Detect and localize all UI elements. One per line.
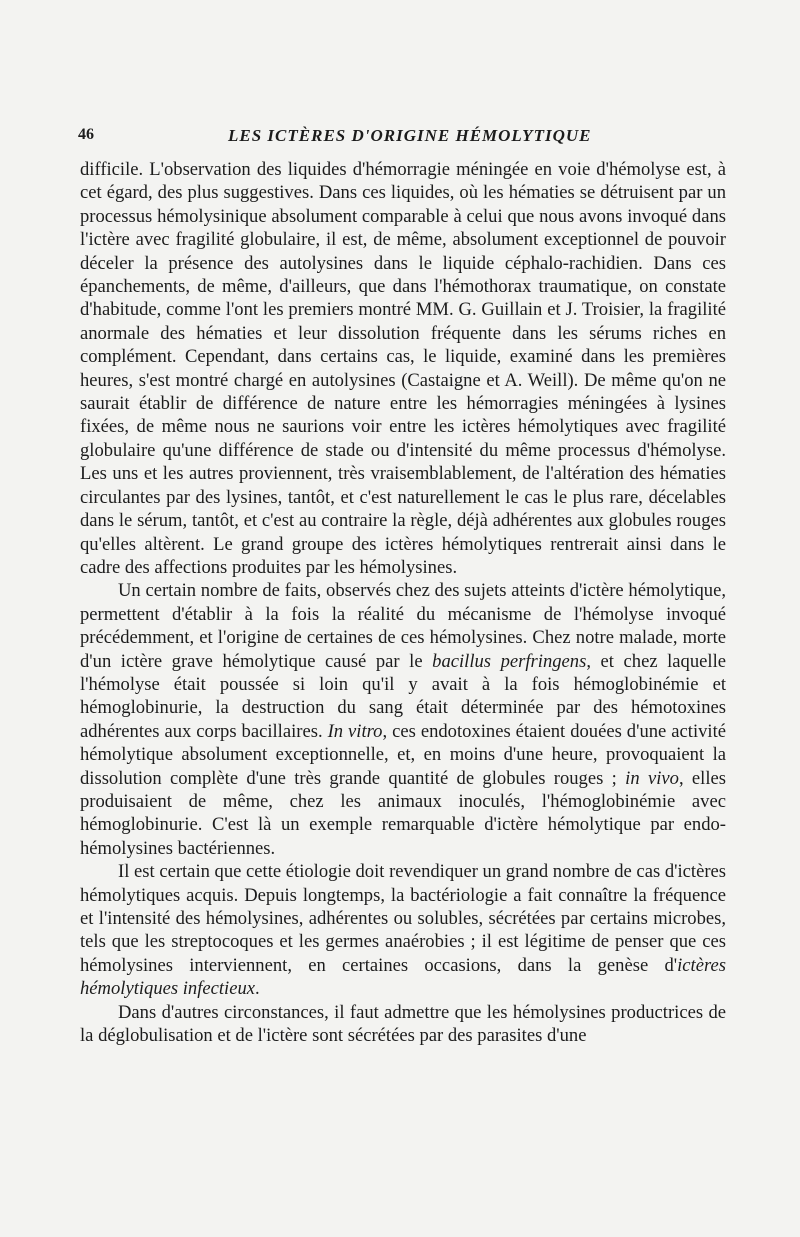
- italic-term: in vivo: [625, 767, 679, 789]
- italic-term: ictères hémolytiques infectieux: [80, 954, 726, 1000]
- paragraph-3: [80, 860, 726, 1000]
- paragraph-text: , ces endotoxines étaient douées d'une activité hémolytique absolument exceptionnelle, et, en moins d'une heure, provoquaient la dissolution complète d'une très grande quantité de globules rouges ;: [80, 720, 726, 789]
- paragraph-text: Dans d'autres circonstances, il faut admettre que les hémolysines productrices de la déglobulisation et de l'ictère sont sécrétées par des parasites d'une: [80, 1001, 726, 1047]
- paragraph-4: [80, 1001, 726, 1048]
- paragraph-text: .: [255, 978, 260, 1000]
- paragraph-1: [80, 158, 726, 579]
- paragraph-text: , et chez laquelle l'hémolyse était poussée si loin qu'il y avait à la fois hémoglobinémie et hémoglobinurie, la destruction du sang était déterminée par des hémotoxines adhérentes aux corps bacillaires.: [80, 650, 726, 742]
- paragraph-text: , elles produisaient de même, chez les animaux inoculés, l'hémoglobinémie avec hémoglobinurie. C'est là un exemple remarquable d'ictère hémolytique par endo-hémolysines bactériennes.: [80, 767, 726, 859]
- page-body: [80, 158, 726, 1047]
- italic-term: bacillus perfringens: [432, 650, 587, 672]
- paragraph-text: difficile. L'observation des liquides d'hémorragie méningée en voie d'hémolyse est, à cet égard, des plus suggestives. Dans ces liquides, où les hématies se détruisent par un processus hémolysinique absolument comparable à celui que nous avons invoqué dans l'ictère avec fragilité globulaire, il est, de même, absolument exceptionnel de pouvoir déceler la présence des autolysines dans le liquide céphalo-rachidien. Dans ces épanchements, de même, d'ailleurs, que dans l'hémothorax traumatique, on constate d'habitude, comme l'ont les premiers montré MM. G. Guillain et J. Troisier, la fragilité anormale des hématies et leur dissolution fréquente dans les sérums riches en complément. Cependant, dans certains cas, le liquide, examiné dans les premières heures, s'est montré chargé en autolysines (Castaigne et A. Weill). De même qu'on ne saurait établir de différence de nature entre les hémorragies méningées à lysines fixées, de même nous ne saurions voir entre les ictères hémolytiques avec fragilité globulaire qu'une différence de stade ou d'intensité du même processus d'hémolyse. Les uns et les autres proviennent, très vraisemblablement, de l'altération des hématies circulantes par des lysines, tantôt, et c'est naturellement le cas le plus rare, décelables dans le sérum, tantôt, et c'est au contraire la règle, déjà adhérentes aux globules rouges qu'elles altèrent. Le grand groupe des ictères hémolytiques rentrerait ainsi dans le cadre des affections produites par les hémolysines.: [80, 159, 726, 578]
- italic-term: In vitro: [327, 720, 383, 742]
- page-number: 46: [78, 126, 94, 143]
- paragraph-text: Un certain nombre de faits, observés chez des sujets atteints d'ictère hémolytique, permettent d'établir à la fois la réalité du mécanisme de l'hémolyse invoqué précédemment, et l'origine de certaines de ces hémolysines. Chez notre malade, morte d'un ictère grave hémolytique causé par le: [80, 580, 726, 672]
- paragraph-text: Il est certain que cette étiologie doit revendiquer un grand nombre de cas d'ictères hémolytiques acquis. Depuis longtemps, la bactériologie a fait connaître la fréquence et l'intensité des hémolysines, adhérentes ou solubles, sécrétées par certains microbes, tels que les streptocoques et les germes anaérobies ; il est légitime de penser que ces hémolysines interviennent, en certaines occasions, dans la genèse d': [80, 861, 726, 976]
- page-header: [78, 126, 722, 148]
- paragraph-2: [80, 579, 726, 860]
- running-title: LES ICTÈRES D'ORIGINE HÉMOLYTIQUE: [228, 126, 592, 145]
